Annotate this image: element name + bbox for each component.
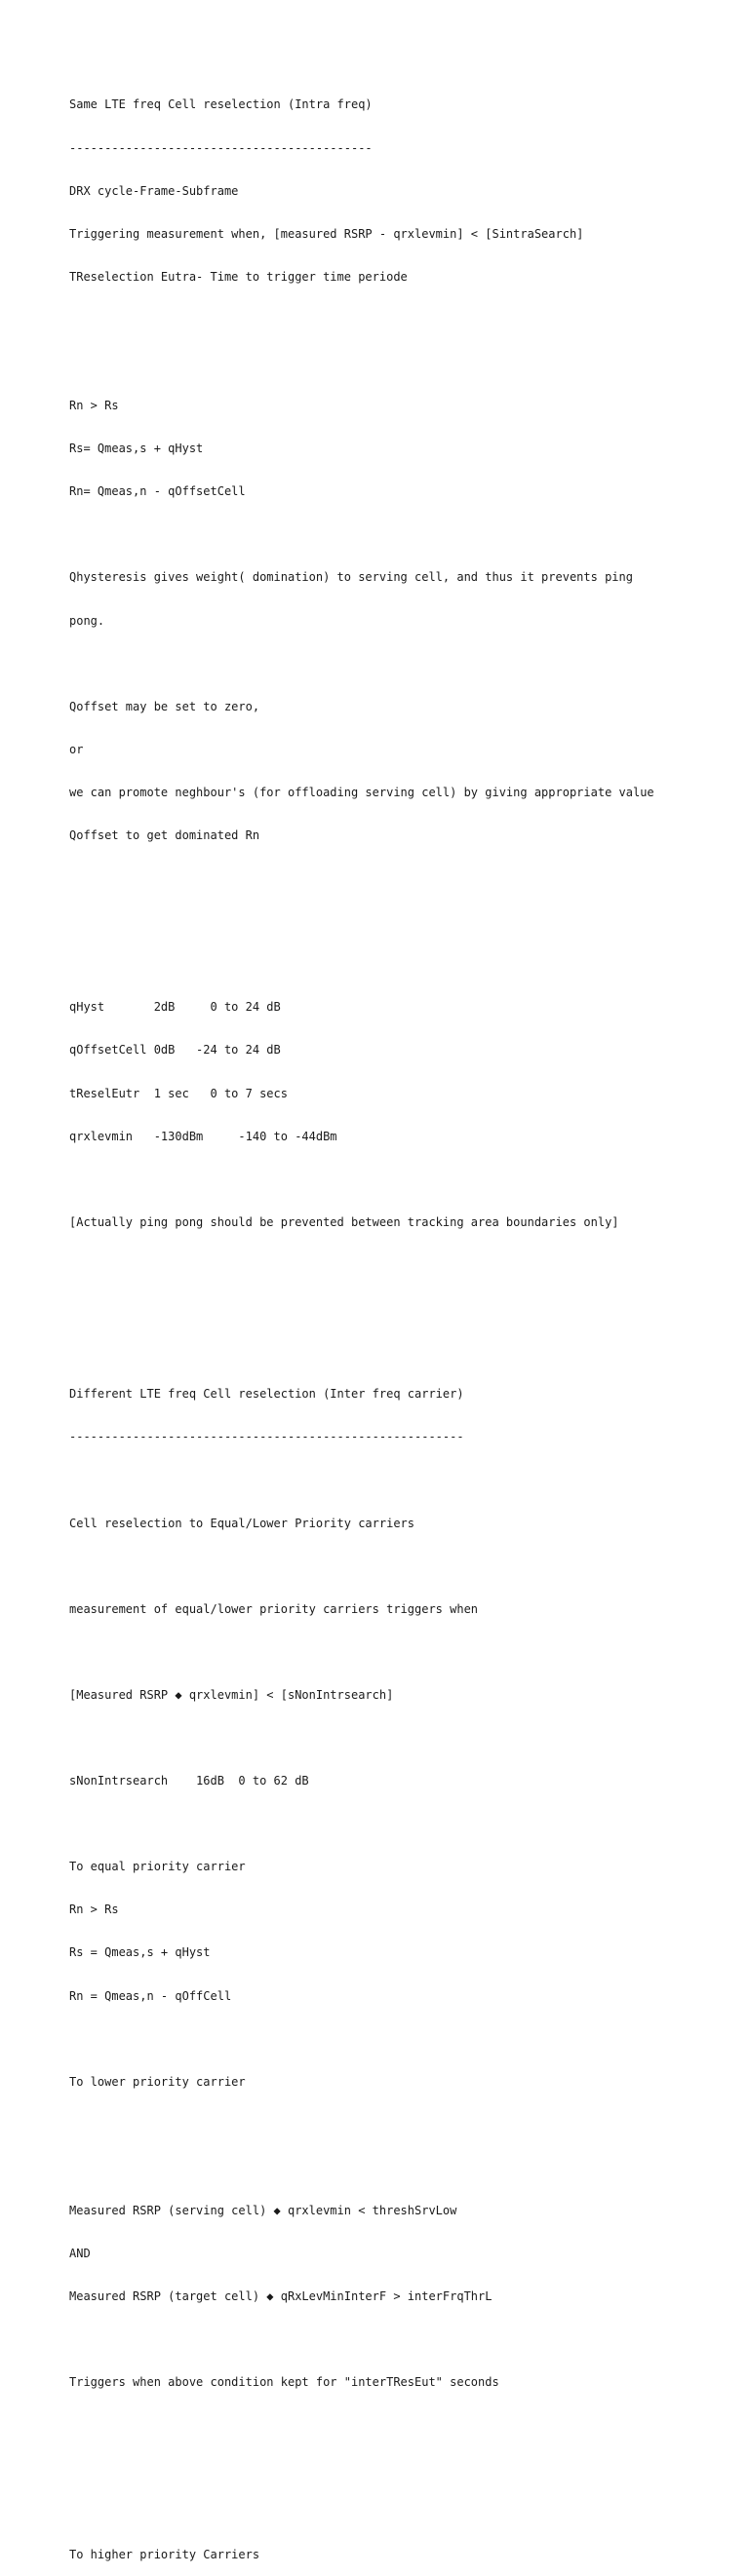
text-line: [69, 527, 732, 542]
text-line: [69, 2462, 732, 2477]
text-line: [69, 313, 732, 327]
text-line: [69, 1645, 732, 1660]
text-line: we can promote neghbour's (for offloading serving cell) by giving appropriate value: [69, 785, 654, 799]
text-line: Rn= Qmeas,n - qOffsetCell: [69, 484, 246, 499]
text-line: --------------------------------------------------------: [69, 1430, 464, 1444]
text-line: sNonIntrsearch 16dB 0 to 62 dB: [69, 1774, 309, 1788]
text-line: [69, 1344, 732, 1359]
text-line: [69, 1258, 732, 1273]
text-line: [69, 657, 732, 672]
text-line: tReselEutr 1 sec 0 to 7 secs: [69, 1086, 288, 1100]
text-line: Rs= Qmeas,s + qHyst: [69, 442, 204, 456]
text-line: DRX cycle-Frame-Subframe: [69, 183, 239, 198]
text-line: [69, 957, 732, 972]
text-line: [69, 2505, 732, 2519]
text-line: To higher priority Carriers: [69, 2547, 260, 2561]
text-line: Rn > Rs: [69, 399, 119, 413]
text-line: TReselection Eutra- Time to trigger time periode: [69, 269, 408, 284]
text-line: -------------------------------------------: [69, 140, 373, 155]
text-line: Qoffset may be set to zero,: [69, 699, 260, 713]
text-line: Different LTE freq Cell reselection (Inter freq carrier): [69, 1387, 464, 1402]
text-line: [69, 1301, 732, 1316]
text-line: Rs = Qmeas,s + qHyst: [69, 1945, 211, 1960]
text-line: [69, 2418, 732, 2433]
text-line: [69, 1731, 732, 1746]
text-line: [69, 1173, 732, 1187]
text-line: Cell reselection to Equal/Lower Priority carriers: [69, 1516, 415, 1530]
text-line: qHyst 2dB 0 to 24 dB: [69, 1000, 281, 1015]
text-line: [69, 871, 732, 886]
text-line: [69, 356, 732, 370]
text-line: Rn = Qmeas,n - qOffCell: [69, 1988, 232, 2003]
text-line: To lower priority carrier: [69, 2074, 246, 2089]
text-line: pong.: [69, 613, 105, 628]
text-line: [69, 2118, 732, 2133]
text-line: qOffsetCell 0dB -24 to 24 dB: [69, 1043, 281, 1057]
text-line: Triggers when above condition kept for "interTResEut" seconds: [69, 2375, 499, 2390]
text-line: measurement of equal/lower priority carriers triggers when: [69, 1601, 479, 1616]
text-line: [Actually ping pong should be prevented between tracking area boundaries only]: [69, 1214, 619, 1229]
text-line: Measured RSRP (serving cell) ◆ qrxlevmin < threshSrvLow: [69, 2204, 457, 2217]
text-line: [Measured RSRP ◆ qrxlevmin] < [sNonIntrsearch]: [69, 1687, 394, 1702]
text-line: qrxlevmin -130dBm -140 to -44dBm: [69, 1129, 337, 1143]
text-line: or: [69, 742, 84, 756]
text-line: [69, 1817, 732, 1831]
text-line: Qhysteresis gives weight( domination) to serving cell, and thus it prevents ping: [69, 570, 633, 585]
text-line: [69, 2161, 732, 2175]
text-line: AND: [69, 2247, 91, 2261]
text-line: Measured RSRP (target cell) ◆ qRxLevMinInterF > interFrqThrL: [69, 2289, 493, 2304]
text-line: Qoffset to get dominated Rn: [69, 828, 260, 842]
text-line: To equal priority carrier: [69, 1860, 246, 1874]
text-line: [69, 1559, 732, 1574]
text-line: [69, 914, 732, 929]
text-line: Rn > Rs: [69, 1903, 119, 1917]
document-page: [69, 69, 732, 2576]
text-line: [69, 1473, 732, 1487]
text-line: Same LTE freq Cell reselection (Intra freq): [69, 97, 373, 112]
text-line: Triggering measurement when, [measured RSRP - qrxlevmin] < [SintraSearch]: [69, 226, 584, 241]
text-line: [69, 2332, 732, 2347]
text-line: [69, 2032, 732, 2047]
